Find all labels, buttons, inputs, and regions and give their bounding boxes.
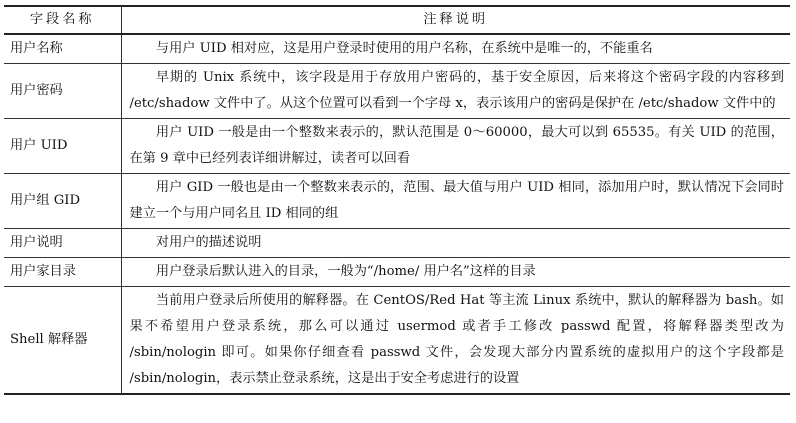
- header-row: [4, 6, 790, 34]
- header-description: 注释说明: [121, 6, 790, 34]
- header-field-name: 字段名称: [4, 6, 121, 34]
- table-row: [4, 229, 790, 258]
- table-body: [4, 34, 790, 394]
- table-header: [4, 6, 790, 34]
- field-name-cell: 用户说明: [4, 229, 121, 258]
- field-name-cell: Shell 解释器: [4, 287, 121, 395]
- description-text: 与用户 UID 相对应，这是用户登录时使用的用户名称，在系统中是唯一的，不能重名: [155, 41, 653, 56]
- field-description-cell: [121, 287, 790, 395]
- field-description-cell: [121, 258, 790, 287]
- description-text: 用户 GID 一般也是由一个整数来表示的，范围、最大值与用户 UID 相同，添加用户时，默认情况下会同时建立一个与用户同名且 ID 相同的组: [129, 180, 784, 221]
- table-row: [4, 287, 790, 395]
- table-row: [4, 174, 790, 229]
- field-name-cell: 用户名称: [4, 34, 121, 64]
- field-name-cell: 用户 UID: [4, 119, 121, 174]
- field-description-cell: [121, 34, 790, 64]
- field-description-table-container: [4, 5, 790, 395]
- description-text: 用户 UID 一般是由一个整数来表示的，默认范围是 0～60000，最大可以到 65535。有关 UID 的范围，在第 9 章中已经列表详细讲解过，读者可以回看: [129, 125, 784, 166]
- description-text: 用户登录后默认进入的目录，一般为“/home/ 用户名”这样的目录: [155, 264, 536, 279]
- field-description-cell: [121, 174, 790, 229]
- field-name-cell: 用户家目录: [4, 258, 121, 287]
- field-description-cell: [121, 119, 790, 174]
- table-row: [4, 34, 790, 64]
- field-description-cell: [121, 64, 790, 119]
- table-row: [4, 119, 790, 174]
- table-row: [4, 64, 790, 119]
- table-row: [4, 258, 790, 287]
- field-name-cell: 用户密码: [4, 64, 121, 119]
- description-text: 早期的 Unix 系统中，该字段是用于存放用户密码的，基于安全原因，后来将这个密码字段的内容移到 /etc/shadow 文件中了。从这个位置可以看到一个字母 x，表示该用户的密码是保护在 /etc/shadow 文件中的: [129, 70, 784, 111]
- field-description-cell: [121, 229, 790, 258]
- field-description-table: [4, 5, 790, 395]
- field-name-cell: 用户组 GID: [4, 174, 121, 229]
- description-text: 对用户的描述说明: [155, 235, 262, 250]
- description-text: 当前用户登录后所使用的解释器。在 CentOS/Red Hat 等主流 Linux 系统中，默认的解释器为 bash。如果不希望用户登录系统，那么可以通过 usermod 或者手工修改 passwd 配置，将解释器类型改为 /sbin/nologin 即可。如果你仔细查看 passwd 文件，会发现大部分内置系统的虚拟用户的这个字段都是 /sbin/nologin，表示禁止登录系统，这是出于安全考虑进行的设置: [129, 293, 784, 386]
